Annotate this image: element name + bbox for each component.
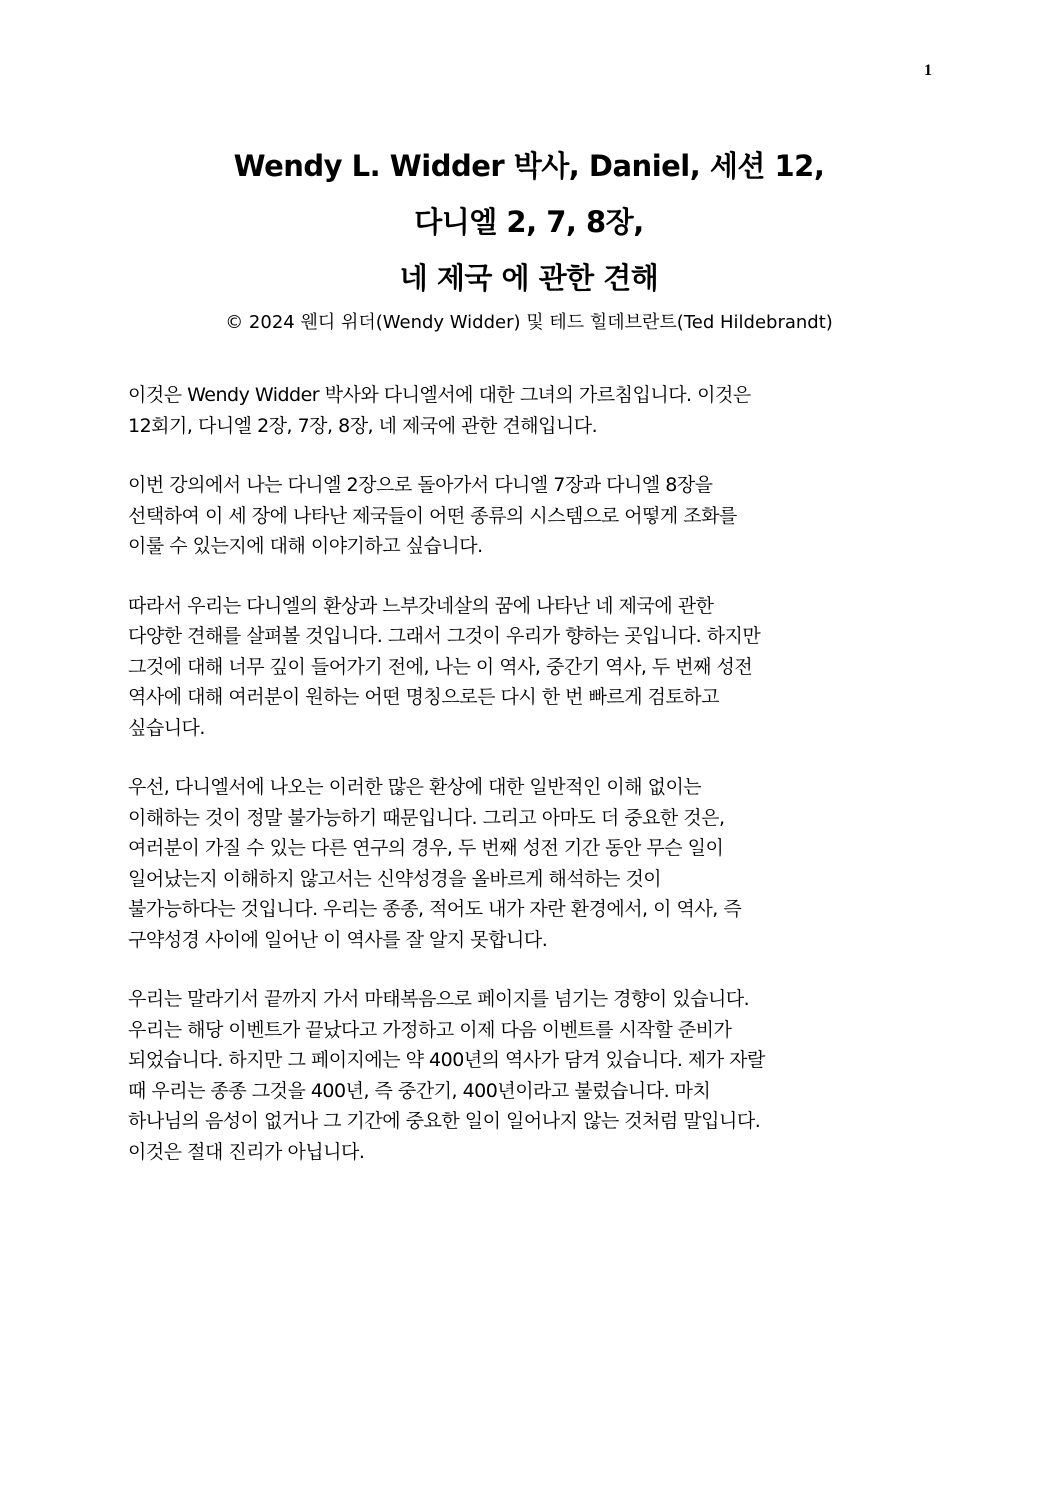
paragraph-line: 이룰 수 있는지에 대해 이야기하고 싶습니다.	[128, 535, 483, 557]
paragraph-line: 이해하는 것이 정말 불가능하기 때문입니다. 그리고 아마도 더 중요한 것은,	[128, 806, 725, 829]
paragraph-line: 이것은 절대 진리가 아닙니다.	[128, 1140, 365, 1163]
paragraph-line: 역사에 대해 여러분이 원하는 어떤 명칭으로든 다시 한 번 빠르게 검토하고	[128, 686, 720, 708]
paragraph-line: 이번 강의에서 나는 다니엘 2장으로 돌아가서 다니엘 7장과 다니엘 8장을	[128, 474, 713, 496]
paragraph-line: 불가능하다는 것입니다. 우리는 종종, 적어도 내가 자란 환경에서, 이 역사, 즉	[128, 898, 742, 920]
title-line-1: Wendy L. Widder 박사, Daniel, 세션 12,	[233, 149, 825, 183]
paragraph-3	[128, 591, 948, 744]
paragraph-line: 12회기, 다니엘 2장, 7장, 8장, 네 제국에 관한 견해입니다.	[128, 414, 598, 437]
paragraph-line: 싶습니다.	[128, 716, 205, 739]
paragraph-line: 하나님의 음성이 없거나 그 기간에 중요한 일이 일어나지 않는 것처럼 말입니다.	[128, 1110, 761, 1132]
paragraph-line: 우리는 말라기서 끝까지 가서 마태복음으로 페이지를 넘기는 경향이 있습니다.	[128, 988, 750, 1010]
title-line-3: 네 제국 에 관한 견해	[399, 261, 659, 295]
paragraph-line: 우선, 다니엘서에 나오는 이러한 많은 환상에 대한 일반적인 이해 없이는	[128, 776, 702, 798]
paragraph-line: 되었습니다. 하지만 그 페이지에는 약 400년의 역사가 담겨 있습니다. 제가 자랄	[128, 1049, 765, 1071]
paragraph-line: 이것은 Wendy Widder 박사와 다니엘서에 대한 그녀의 가르침입니다. 이것은	[128, 384, 751, 406]
paragraph-line: 그것에 대해 너무 깊이 들어가기 전에, 나는 이 역사, 중간기 역사, 두 번째 성전	[128, 655, 753, 678]
paragraph-line: 따라서 우리는 다니엘의 환상과 느부갓네살의 꿈에 나타난 네 제국에 관한	[128, 594, 714, 617]
title-block	[0, 138, 1058, 338]
paragraph-line: 선택하여 이 세 장에 나타난 제국들이 어떤 종류의 시스템으로 어떻게 조화를	[128, 504, 737, 527]
page-number: 1	[924, 62, 932, 79]
paragraph-line: 일어났는지 이해하지 않고서는 신약성경을 올바르게 해석하는 것이	[128, 867, 662, 890]
paragraph-line: 때 우리는 종종 그것을 400년, 즉 중간기, 400년이라고 불렀습니다. 마치	[128, 1079, 711, 1102]
paragraph-5	[128, 984, 948, 1167]
copyright-notice: © 2024 웬디 위더(Wendy Widder) 및 테드 힐데브란트(Ted Hildebrandt)	[225, 312, 833, 333]
paragraph-4	[128, 772, 948, 955]
paragraph-1	[128, 380, 948, 441]
body-text	[128, 380, 948, 1196]
title-line-2: 다니엘 2, 7, 8장,	[414, 205, 644, 239]
paragraph-line: 구약성경 사이에 일어난 이 역사를 잘 알지 못합니다.	[128, 928, 548, 951]
paragraph-2	[128, 470, 948, 562]
paragraph-line: 우리는 해당 이벤트가 끝났다고 가정하고 이제 다음 이벤트를 시작할 준비가	[128, 1018, 732, 1041]
paragraph-line: 여러분이 가질 수 있는 다른 연구의 경우, 두 번째 성전 기간 동안 무슨 일이	[128, 837, 724, 859]
paragraph-line: 다양한 견해를 살펴볼 것입니다. 그래서 그것이 우리가 향하는 곳입니다. 하지만	[128, 625, 761, 647]
